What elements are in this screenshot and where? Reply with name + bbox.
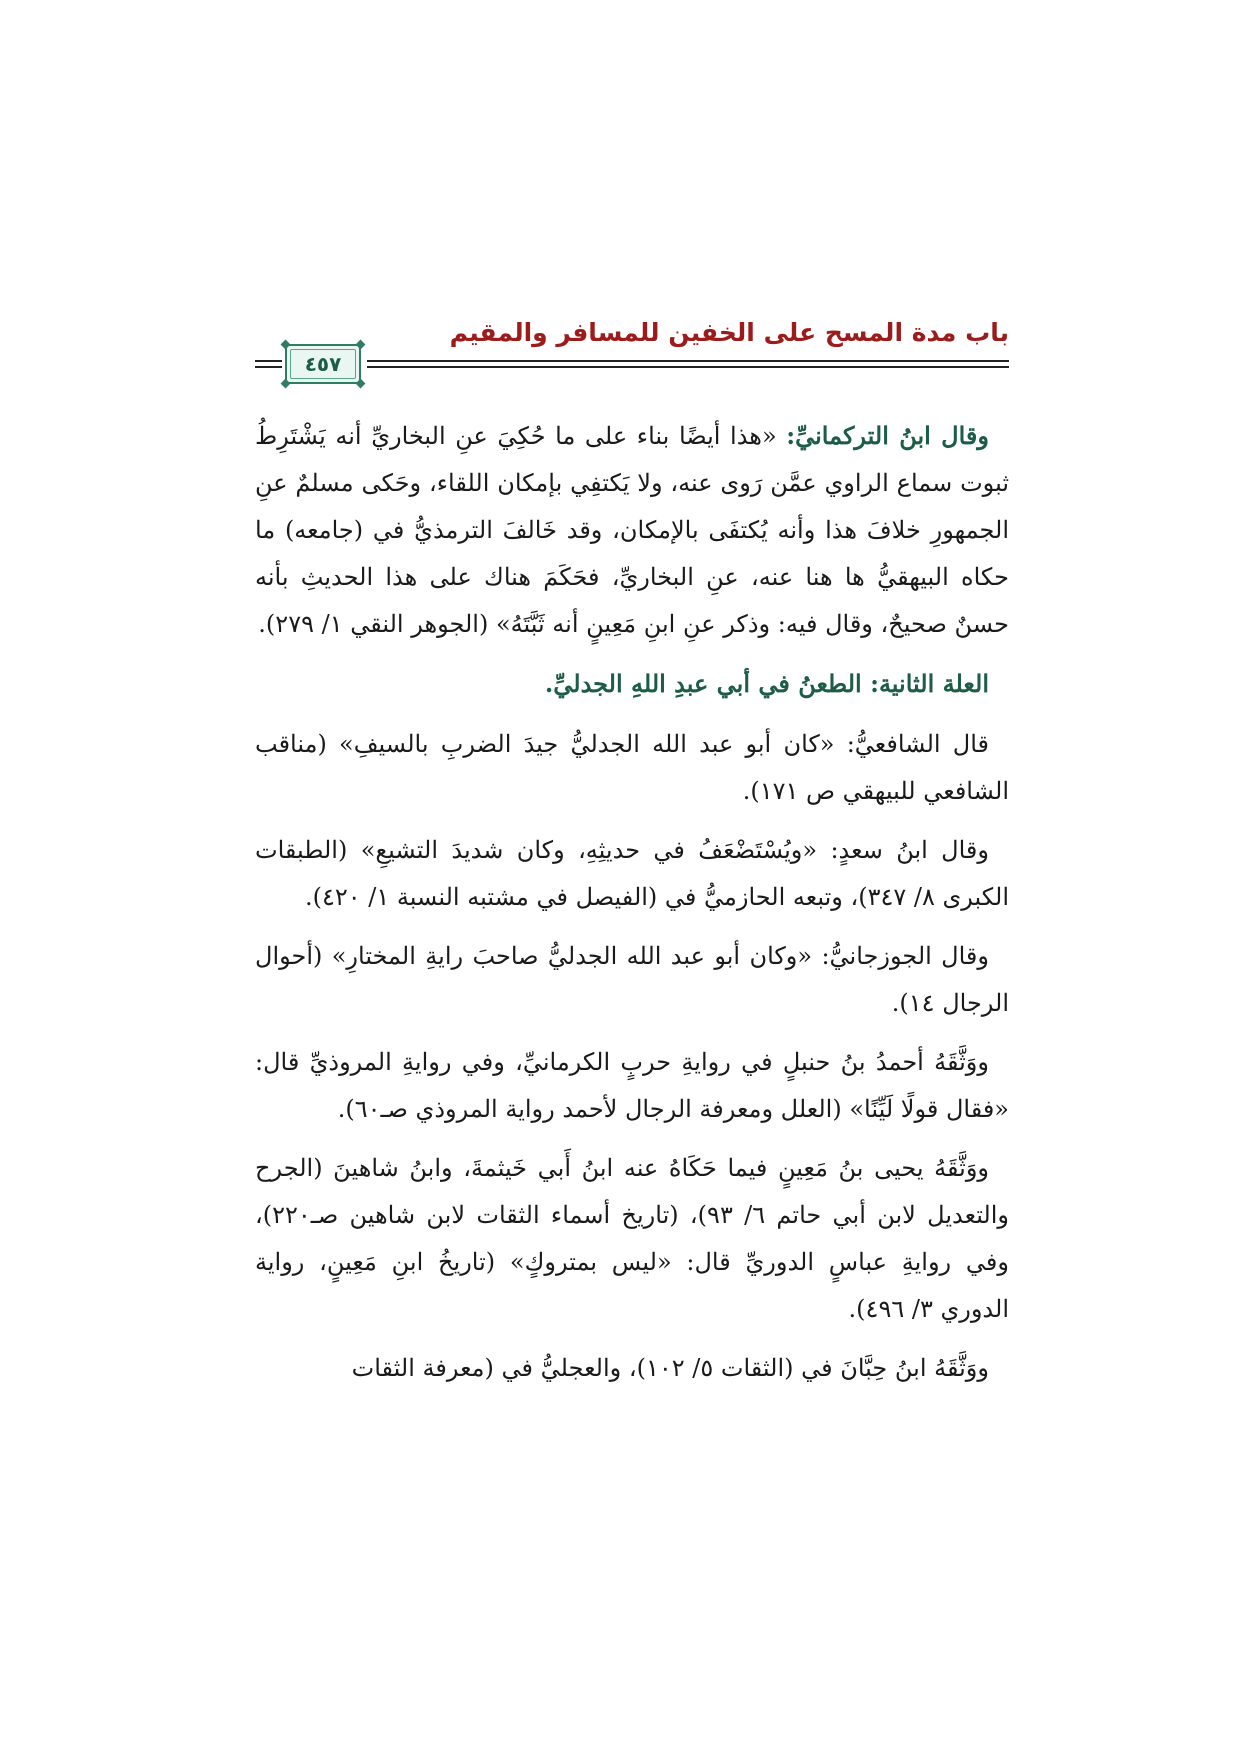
page-body (255, 412, 1009, 1404)
paragraph-ibn-turkmani (255, 412, 1009, 648)
paragraph-ibn-maeen: ووَثَّقَهُ يحيى بنُ مَعِينٍ فيما حَكَاهُ عنه ابنُ أَبي خَيثمةَ، وابنُ شاهينَ (الجرح والتعديل لابن أبي حاتم ٦/ ٩٣)، (تاريخ أسماء الثقات لابن شاهين صـ٢٢٠)، وفي روايةِ عباسٍ الدوريِّ قال: «ليس بمتروكٍ» (تاريخُ ابنِ مَعِينٍ، رواية الدوري ٣/ ٤٩٦). (255, 1154, 1010, 1323)
header-rule-left-top (255, 360, 282, 362)
ornament-corner-icon (281, 379, 291, 389)
page-number: ٤٥٧ (304, 352, 342, 376)
paragraph-juzjani: وقال الجوزجانيُّ: «وكان أبو عبد الله الجدليُّ صاحبَ رايةِ المختارِ» (أحوال الرجال ١٤). (255, 942, 1009, 1017)
paragraph-ahmad: ووَثَّقَهُ أحمدُ بنُ حنبلٍ في روايةِ حربٍ الكرمانيِّ، وفي روايةِ المروذيِّ قال: «فقال قولًا لَيِّنًا» (العلل ومعرفة الرجال لأحمد رواية المروذي صـ٦٠). (255, 1048, 1009, 1123)
paragraph-shafii: قال الشافعيُّ: «كان أبو عبد الله الجدليُّ جيدَ الضربِ بالسيفِ» (مناقب الشافعي للبيهقي ص ١٧١). (255, 730, 1009, 805)
paragraph-ibn-saad: وقال ابنُ سعدٍ: «ويُسْتَضْعَفُ في حديثِهِ، وكان شديدَ التشيعِ» (الطبقات الكبرى ٨/ ٣٤٧)، وتبعه الحازميُّ في (الفيصل في مشتبه النسبة ١/ ٤٢٠). (255, 836, 1009, 911)
page-number-badge (285, 344, 361, 384)
page-header (255, 318, 1009, 388)
header-rule-bottom (367, 366, 1009, 368)
paragraph-text: «هذا أيضًا بناء على ما حُكِيَ عنِ البخاريِّ أنه يَشْتَرِطُ ثبوت سماع الراوي عمَّن رَوى عنه، ولا يَكتفِي بإمكان اللقاء، وحَكى مسلمٌ عنِ الجمهورِ خلافَ هذا وأنه يُكتفَى بالإمكان، وقد خَالفَ الترمذيُّ في (جامعه) ما حكاه البيهقيُّ ها هنا عنه، عنِ البخاريِّ، فحَكَمَ هناك على هذا الحديثِ بأنه حسنٌ صحيحٌ، وقال فيه: وذكر عنِ ابنِ مَعِينٍ أنه ثَبَّتَهُ» (الجوهر النقي ١/ ٢٧٩). (255, 422, 1010, 638)
header-rule-top (367, 360, 1009, 362)
ornament-corner-icon (356, 340, 366, 350)
chapter-title: باب مدة المسح على الخفين للمسافر والمقيم (449, 318, 1009, 347)
paragraph-lead: وقال ابنُ التركمانيِّ: (786, 421, 989, 450)
header-rule-left-bottom (255, 366, 282, 368)
ornament-corner-icon (356, 379, 366, 389)
ornament-corner-icon (281, 340, 291, 350)
paragraph-ibn-hibban: ووَثَّقَهُ ابنُ حِبَّانَ في (الثقات ٥/ ١٠٢)، والعجليُّ في (معرفة الثقات (351, 1354, 989, 1382)
section-heading: العلة الثانية: الطعنُ في أبي عبدِ اللهِ الجدليِّ. (544, 669, 989, 698)
